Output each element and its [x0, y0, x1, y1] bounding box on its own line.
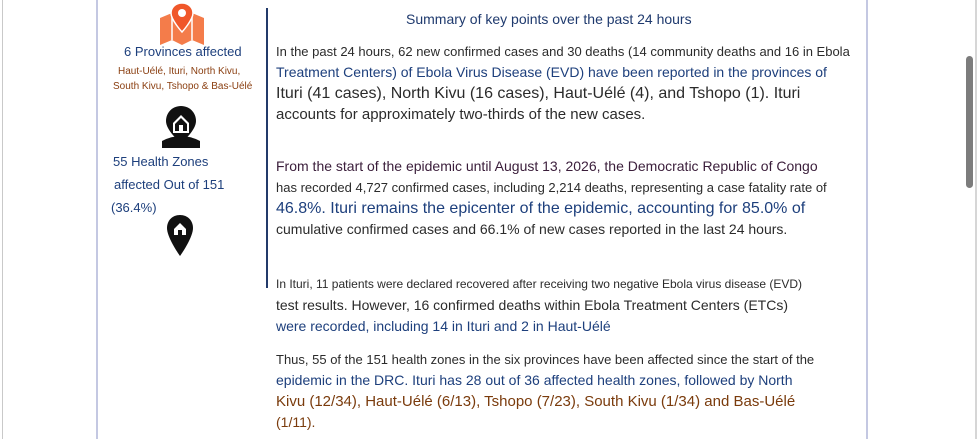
- paragraph-line: Ituri (41 cases), North Kivu (16 cases), Haut-Uélé (4), and Tshopo (1). Ituri: [276, 85, 801, 102]
- summary-title: Summary of key points over the past 24 hours: [406, 11, 692, 27]
- paragraph-line: In Ituri, 11 patients were declared recovered after receiving two negative Ebola virus disease (EVD): [276, 277, 803, 291]
- page-left-rule: [96, 0, 98, 439]
- paragraph-line: cumulative confirmed cases and 66.1% of new cases reported in the last 24 hours.: [276, 221, 788, 237]
- location-pin-icon: [165, 214, 195, 258]
- paragraph-line: Treatment Centers) of Ebola Virus Disease (EVD) have been reported in the provinces of: [276, 64, 827, 80]
- health-zones-line-2: affected Out of 151: [114, 177, 225, 192]
- section-divider: [266, 8, 268, 288]
- paragraph-line: epidemic in the DRC. Ituri has 28 out of 36 affected health zones, followed by North: [276, 372, 793, 388]
- scrollbar-thumb[interactable]: [966, 56, 973, 188]
- health-zones-line-1: 55 Health Zones: [113, 154, 209, 169]
- paragraph-new-cases: [276, 41, 852, 125]
- paragraph-line: test results. However, 16 confirmed deaths within Ebola Treatment Centers (ETCs): [276, 297, 788, 313]
- provinces-count: 6 Provinces affected: [124, 44, 242, 59]
- paragraph-cumulative: [276, 156, 852, 240]
- paragraph-line: Kivu (12/34), Haut-Uélé (6/13), Tshopo (7/23), South Kivu (1/34) and Bas-Uélé: [276, 393, 796, 410]
- paragraph-line: (1/11).: [276, 414, 316, 430]
- provinces-list-line-1: Haut-Uélé, Ituri, North Kivu,: [118, 66, 241, 77]
- house-location-icon: [159, 105, 203, 149]
- paragraph-line: 46.8%. Ituri remains the epicenter of the epidemic, accounting for 85.0% of: [276, 200, 806, 217]
- paragraph-health-zones: [276, 349, 852, 433]
- paragraph-line: Thus, 55 of the 151 health zones in the six provinces have been affected since the start of the: [276, 352, 815, 367]
- paragraph-line: In the past 24 hours, 62 new confirmed cases and 30 deaths (14 community deaths and 16 in Ebola: [276, 44, 850, 59]
- page-right-rule: [866, 0, 868, 439]
- paragraph-line: were recorded, including 14 in Ituri and 2 in Haut-Uélé: [276, 318, 611, 334]
- scrollbar-track[interactable]: [975, 0, 977, 439]
- paragraph-line: accounts for approximately two-thirds of the new cases.: [276, 106, 646, 123]
- paragraph-line: has recorded 4,727 confirmed cases, including 2,214 deaths, representing a case fatality rate of: [276, 180, 827, 195]
- map-icon: [158, 2, 206, 46]
- window-left-edge: [2, 0, 3, 439]
- paragraph-line: From the start of the epidemic until August 13, 2026, the Democratic Republic of Congo: [276, 158, 818, 174]
- paragraph-recoveries: [276, 274, 852, 337]
- health-zones-line-3: (36.4%): [111, 200, 157, 215]
- provinces-list-line-2: South Kivu, Tshopo & Bas-Uélé: [113, 81, 253, 92]
